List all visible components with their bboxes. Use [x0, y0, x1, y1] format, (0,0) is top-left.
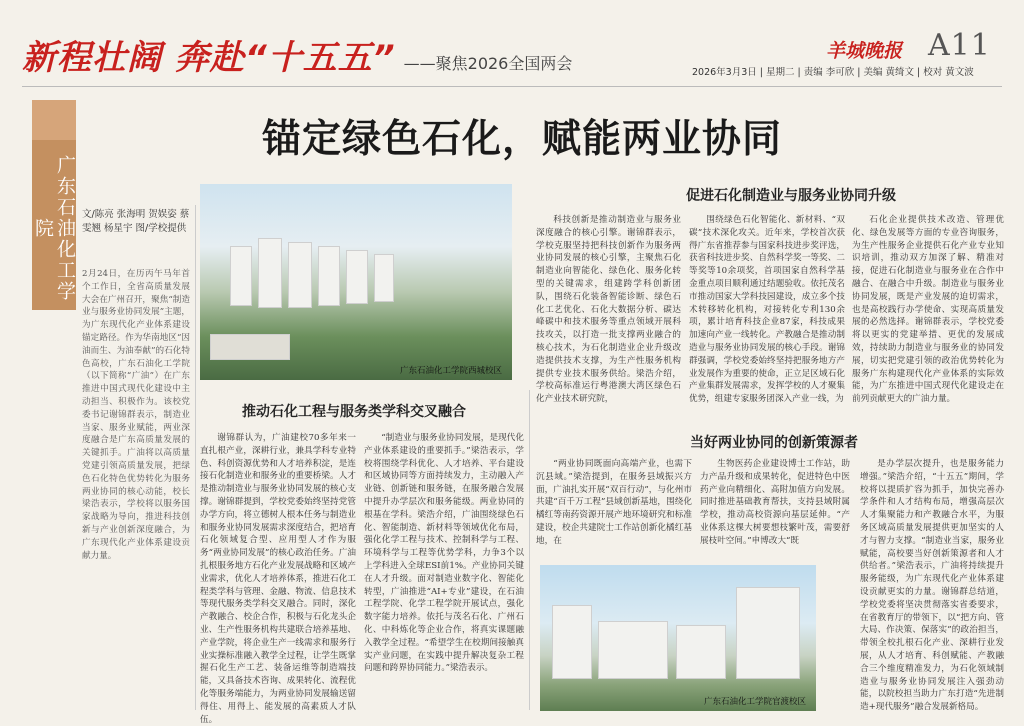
column-divider	[529, 390, 530, 710]
article-column	[860, 458, 1004, 712]
section-heading-1: 促进石化制造业与服务业协同升级	[686, 188, 896, 204]
paragraph: 生物医药企业建设博士工作站，助力产品升级和成果转化，促进特色中医药产业向精细化、高附加值方向发展。同时推进基础教育帮扶，支持县域附属学校，推动高校资源向基层延伸。“产业体系这棵大树要想枝繁叶茂，需要舒展枝叶空间。”申博改大“既	[700, 459, 850, 546]
paragraph: 谢锦群认为，广油建校70多年来一直扎根产业，深耕行业，兼具学科专业特色、科创资源优势和人才培养积淀，是连接石化制造业和服务业的重要桥梁。人才是推动制造业与服务业协同发展的核心支撑。谢锦群提到，学校党委始终坚持党管办学方向，将立德树人根本任务与制造业和服务业协同发展需求深度结合，把培育石化领域复合型、应用型人才作为服务“两业协同发展”的核心政治任务。广油扎根服务地方石化产业发展战略和区域产业需求，优化人才培养体系，推进石化工程类学科与管理、金融、物流、信息技术等现代服务类学科交叉融合。同时，深化产教融合、校企合作，积极与石化龙头企业、生产性服务机构共建联合培养基地、产业学院，将企业生产一线需求和服务行业实操标准融入教学全过程，让学生既掌握石化生产工艺、装备运维等制造端技能，又具备技术咨询、成果转化、流程优化等服务端能力，为两业协同发展输送留得住、用得上、能发展的高素质人才队伍。	[200, 433, 356, 725]
section-heading-3: 当好两业协同的创新策源者	[690, 435, 858, 451]
article-column	[700, 458, 850, 560]
header-divider	[22, 86, 1002, 87]
paragraph: “制造业与服务业协同发展，是现代化产业体系建设的重要抓手。”梁浩表示，学校将围绕学科优化、人才培养、平台建设和区域协同等方面持续发力，主动融入产业链、创新链和服务链，在服务融合发展中提升办学层次和服务能级。两业协同的根基在学科。梁浩介绍，广油围绕绿色石化、智能制造、新材料等领域优化布局，强化化学工程与技术、控制科学与工程、环境科学与工程等优势学科，力争3个以上学科进入全球ESI前1%。产业协同关键在人才升级。面对制造业数字化、智能化转型，广油推进“AI+专业”建设，在石油工程学院、化学工程学院开展试点，强化数字能力培养。依托与茂名石化、广州石化、中科炼化等企业合作，将真实课题融入教学全过程。“希望学生在校期间接触真实产业问题，在实践中提升解决复杂工程问题和跨界协同能力。”梁浩表示。	[364, 433, 524, 674]
building-shape	[318, 246, 340, 306]
building-shape	[598, 621, 668, 679]
article-headline: 锚定绿色石化，赋能两业协同	[262, 116, 783, 162]
slogan-subtitle: ——聚焦2026全国两会	[403, 54, 573, 73]
masthead	[0, 0, 1024, 96]
article-column	[536, 214, 681, 426]
paragraph: 围绕绿色石化智能化、新材料、“双碳”技术深化攻关。近年来，学校首次获得广东省推荐参与国家科技进步奖评选，获省科技进步奖、自然科学奖一等奖、二等奖等10余项奖，首项国家自然科学基金重点项目顺利通过结题验收。依托茂名市推动国家大学科技园建设，成立多个技术转移转化机构，对接转化专利130余项，累计培育科技企业87家，科技成果加速向产业一线转化。产教融合是推动制造业与服务业协同发展的核心手段。谢锦群强调，学校党委始终坚持把服务地方产业发展作为重要的使命，正立足区域石化产业集群发展需求，发挥学校的人才聚集优势，组建专家服务团深入产业一线，为	[689, 215, 845, 405]
building-shape	[230, 246, 252, 306]
building-shape	[374, 254, 394, 302]
building-shape	[346, 250, 368, 304]
paragraph: “两业协同既面向高端产业，也需下沉县域。”梁浩提到，在服务县域振兴方面，广油扎实开展“双百行动”，与化州市共建“百千万工程”县域创新基地，围绕化橘红等南药资源开展产地环境研究和标准建设，校企共建院士工作站创新化橘红基地，在	[536, 459, 692, 546]
building-shape	[258, 238, 282, 308]
column-divider	[195, 205, 196, 710]
article-column	[200, 432, 356, 725]
building-shape	[288, 242, 312, 308]
photo-caption: 广东石油化工学院西城校区	[399, 366, 502, 376]
paragraph: 石化企业提供技术改造、管理优化、绿色发展等方面的专业咨询服务，为生产性服务企业提供石化产业专业知识培训，推动双方加深了解、精准对接，促进石化制造业与服务业在合作中融合、在融合中升级。制造业与服务业协同发展，既是产业发展的迫切需求，也是高校践行办学使命、实现高质量发展的必然选择。谢锦群表示，学校党委将以更实的党建举措、更优的发展成效，持续助力制造业与服务业的协同发展，切实把党建引领的政治优势转化为服务广东构建现代化产业体系的实际效能，为广东推进中国式现代化建设走在前列贡献更大的广油力量。	[852, 215, 1004, 405]
article-column	[364, 432, 524, 712]
article-column	[536, 458, 692, 560]
slogan-text: 新程壮阔 奔赴“十五五”	[22, 38, 396, 78]
building-shape	[210, 334, 290, 360]
article-column	[852, 214, 1004, 426]
article-column	[689, 214, 845, 426]
campus-photo-guandu	[540, 565, 816, 711]
page-number: A11	[928, 28, 991, 63]
building-shape	[552, 605, 592, 679]
intro-paragraph: 2月24日，在历丙午马年首个工作日，全省高质量发展大会在广州召开，聚焦“制造业与服务业协同发展”主题，为广东现代化产业体系建设锚定路径。作为华南地区“因油而生、为油奉献”的石化特色高校，广东石油化工学院（以下简称“广油”）在广东推进中国式现代化建设中主动担当、积极作为。该校党委书记谢锦群表示，制造业当家、服务业赋能，两业深度融合是广东高质量发展的关键抓手。广油将以高质量党建引领高质量发展，把绿色石化特色优势转化为服务两业协同的核心动能，校长梁浩表示，学校将以服务国家战略为导向，推进科技创新与产业创新深度融合，为广东现代化产业体系建设贡献力量。	[82, 269, 190, 561]
issue-meta: 2026年3月3日 | 星期二 | 责编 李可欣 | 美编 黄绮文 | 校对 黄文波	[692, 67, 974, 78]
column-slogan	[22, 30, 572, 79]
paragraph: 是办学层次提升，也是服务能力增强。”梁浩介绍，“十五五”期间，学校将以提质扩容为抓手，加快完善办学条件和人才结构布局，增强高层次人才集聚能力和产教融合水平，为服务区域高质量发展提供更加坚实的人才与智力支撑。“制造业当家，服务业赋能，高校要当好创新策源者和人才供给者。”梁浩表示，广油将持续提升服务能级，为广东现代化产业体系建设贡献更实的力量。谢锦群总结道，学校党委将坚决贯彻落实省委要求，在省教育厅的带领下，以“把方向、管大局、作决策、保落实”的政治担当，带领全校扎根石化产业、深耕行业发展，从人才培育、科创赋能、产教融合三个维度精准发力，为石化领域制造业与服务业协同发展注入强劲动能，以院校担当助力广东打造“先进制造+现代服务”融合发展新格局。	[860, 459, 1004, 713]
side-banner	[32, 100, 76, 310]
side-banner-title: 广东石油化工学院	[32, 154, 76, 302]
photo-caption: 广东石油化工学院官渡校区	[703, 697, 806, 707]
section-heading-2: 推动石化工程与服务类学科交叉融合	[242, 404, 466, 420]
paragraph: 科技创新是推动制造业与服务业深度融合的核心引擎。谢锦群表示，学校克服坚持把科技创新作为服务两业协同发展的核心引擎，主聚焦石化制造业向智能化、绿色化、服务化转型的关键需求，组建跨学科创新团队，围绕石化装备智能诊断、绿色石化工艺优化、石化大数据分析、碳达峰碳中和技术服务等重点领域开展科技攻关，以打造一批支撑两业融合的核心技术，为石化制造业企业升级改造提供技术支撑，为生产性服务机构提供专业技术服务供给。梁浩介绍，学校高标准运行粤港澳大湾区绿色石化产业技术研究院，	[536, 215, 681, 405]
byline: 文/陈亮 张海明 贺娱姿 蔡雯翘 杨星宇 图/学校提供	[82, 209, 190, 234]
building-shape	[736, 587, 800, 679]
side-banner-corner	[32, 100, 76, 140]
building-shape	[676, 625, 726, 679]
newspaper-logo: 羊城晚报	[826, 40, 903, 62]
campus-photo-xicheng	[200, 184, 512, 380]
